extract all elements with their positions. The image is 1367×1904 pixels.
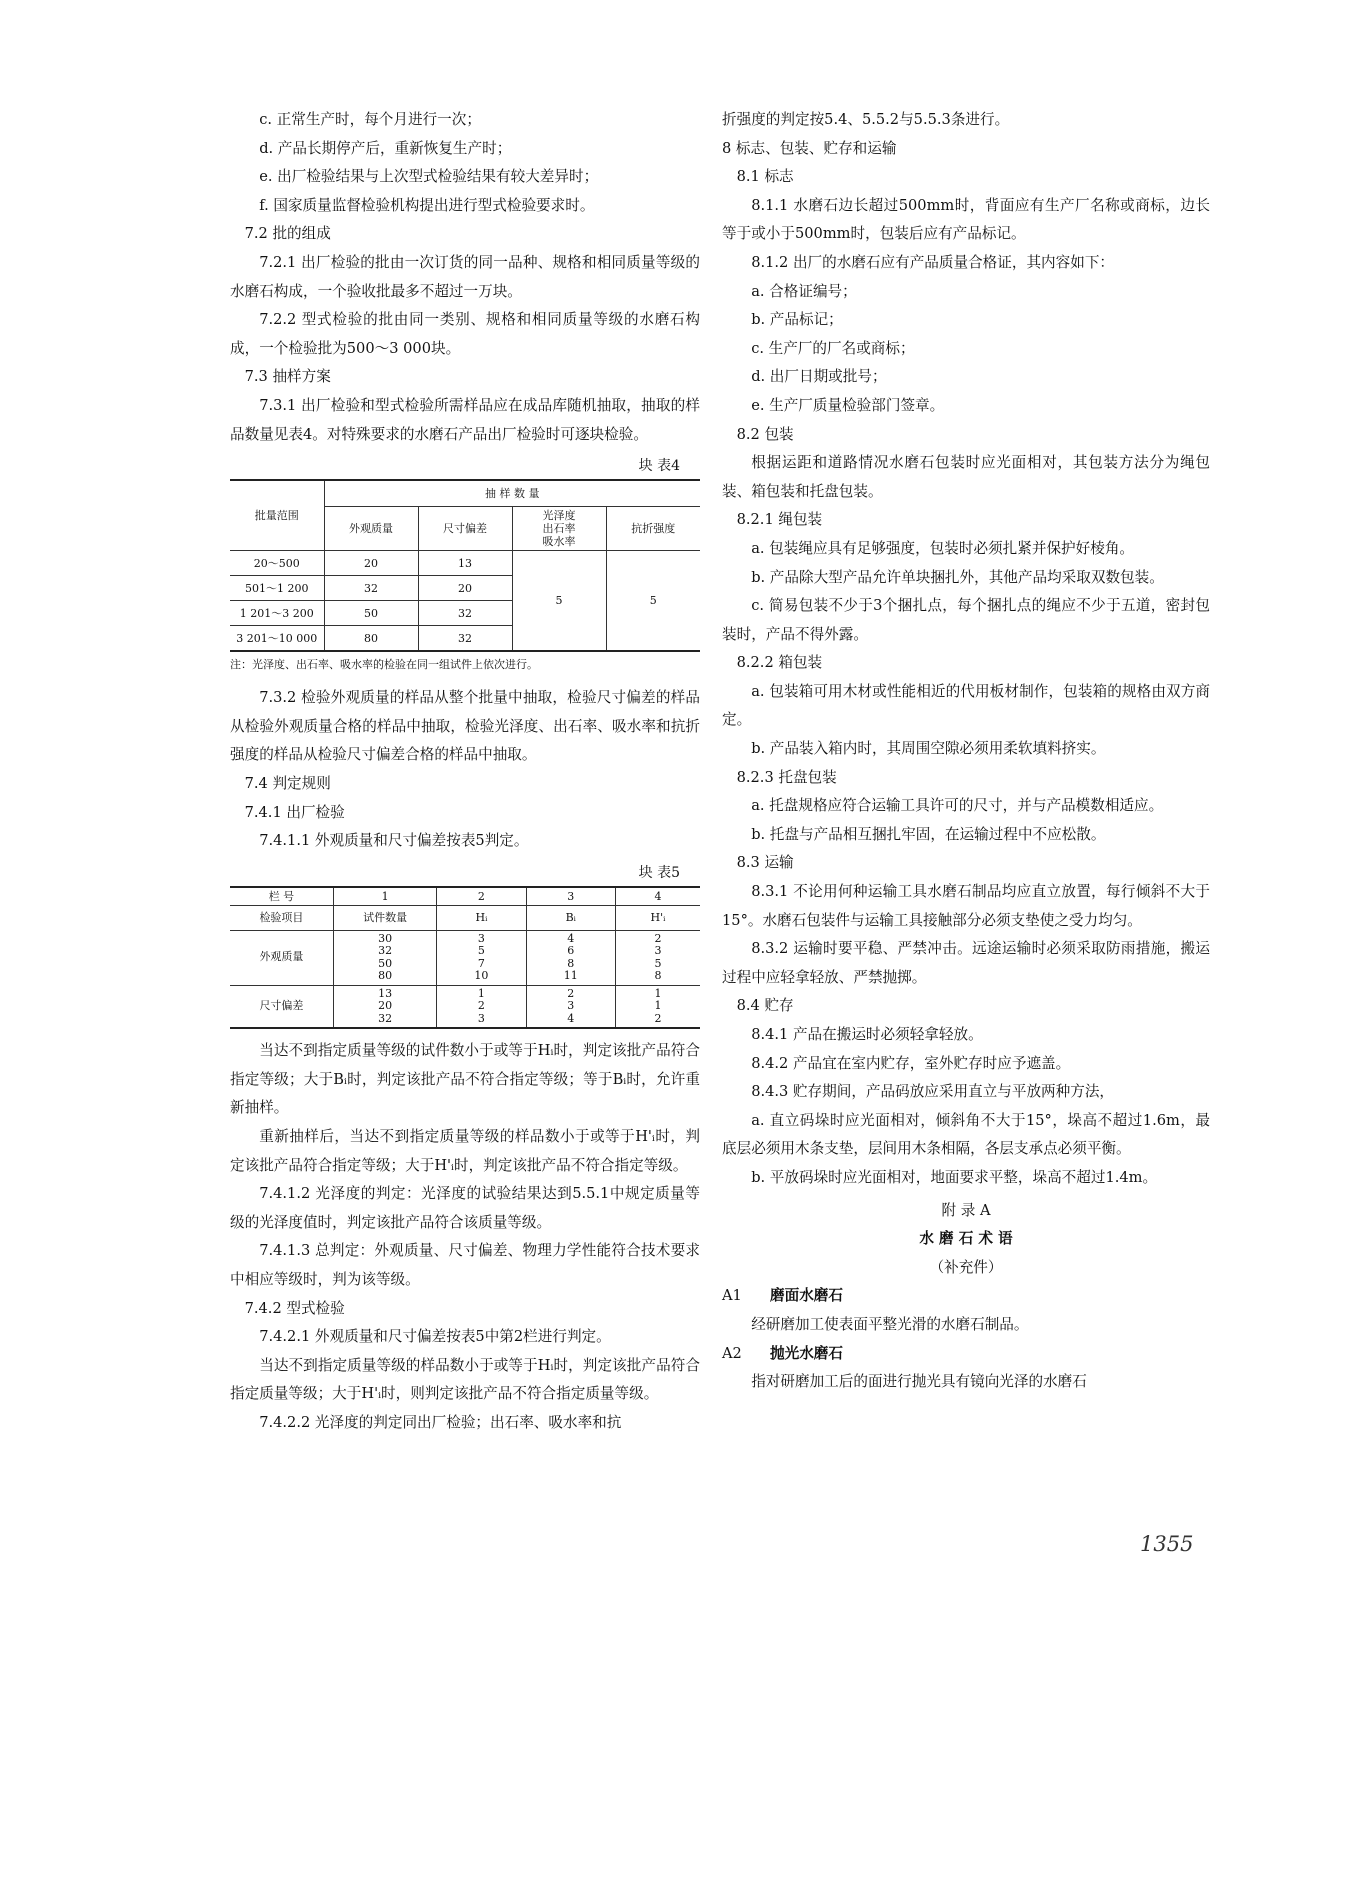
table-value: 2 [654, 931, 662, 945]
paragraph: 根据运距和道路情况水磨石包装时应光面相对，其包装方法分为绳包装、箱包装和托盘包装。 [722, 454, 1210, 500]
table-header: Bᵢ [526, 905, 615, 930]
paragraph: b. 托盘与产品相互捆扎牢固，在运输过程中不应松散。 [751, 825, 1106, 843]
paragraph: 7.4.2.1 外观质量和尺寸偏差按表5中第2栏进行判定。 [259, 1328, 611, 1346]
paragraph: b. 产品除大型产品允许单块捆扎外，其他产品均采取双数包装。 [751, 568, 1164, 586]
table-header: H'ᵢ [615, 905, 700, 930]
term-definition: 经研磨加工使表面平整光滑的水磨石制品。 [751, 1315, 1029, 1333]
table-value: 20 [378, 999, 393, 1013]
left-column [230, 106, 700, 1438]
table-cell [615, 985, 700, 1028]
table-4 [230, 479, 700, 652]
table-cell: 80 [324, 626, 418, 652]
paragraph: 8.4.3 贮存期间，产品码放应采用直立与平放两种方法， [751, 1083, 1115, 1101]
section-heading: 8.2.3 托盘包装 [736, 768, 837, 786]
table-header: 检验项目 [230, 905, 333, 930]
table-value: 1 [654, 999, 662, 1013]
section-heading: 8.2 包装 [736, 425, 794, 443]
table-header: 抽 样 数 量 [324, 480, 700, 507]
table-cell: 13 [418, 551, 512, 576]
list-item: e. 生产厂质量检验部门签章。 [751, 396, 945, 414]
paragraph: a. 直立码垛时应光面相对，倾斜角不大于15°，垛高不超过1.6m，最底层必须用木条支垫，层间用木条相隔，各层支承点必须平衡。 [722, 1111, 1210, 1158]
table-header: 抗折强度 [606, 507, 700, 551]
table-cell: 3 201～10 000 [230, 626, 324, 652]
table-cell: 32 [418, 626, 512, 652]
table-header: 外观质量 [324, 507, 418, 551]
section-heading: 8.3 运输 [736, 854, 794, 872]
table-value: 2 [477, 999, 485, 1013]
paragraph: 8.1.1 水磨石边长超过500mm时，背面应有生产厂名称或商标，边长等于或小于500mm时，包装后应有产品标记。 [722, 196, 1210, 243]
table-value: 4 [567, 1011, 575, 1025]
paragraph: a. 托盘规格应符合运输工具许可的尺寸，并与产品模数相适应。 [751, 797, 1164, 815]
paragraph: c. 简易包装不少于3个捆扎点，每个捆扎点的绳应不少于五道，密封包装时，产品不得外露。 [722, 597, 1210, 643]
table-value: 1 [654, 986, 662, 1000]
table-value: 32 [378, 1011, 393, 1025]
section-heading: 8 标志、包装、贮存和运输 [722, 139, 897, 157]
paragraph: 7.3.1 出厂检验和型式检验所需样品应在成品库随机抽取，抽取的样品数量见表4。对特殊要求的水磨石产品出厂检验时可逐块检验。 [230, 396, 700, 443]
section-heading: 7.4 判定规则 [244, 774, 331, 792]
table-cell: 外观质量 [230, 930, 333, 985]
paragraph: 7.4.1.2 光泽度的判定：光泽度的试验结果达到5.5.1中规定质量等级的光泽度值时，判定该批产品符合该质量等级。 [230, 1185, 700, 1231]
paragraph: b. 平放码垛时应光面相对，地面要求平整，垛高不超过1.4m。 [751, 1168, 1158, 1186]
list-item: d. 产品长期停产后，重新恢复生产时； [259, 139, 512, 157]
list-item: e. 出厂检验结果与上次型式检验结果有较大差异时； [259, 168, 599, 186]
paragraph: 8.1.2 出厂的水磨石应有产品质量合格证，其内容如下： [751, 253, 1115, 271]
appendix-subtitle: （补充件） [929, 1258, 1003, 1276]
list-item: b. 产品标记； [751, 311, 843, 329]
appendix-title: 水 磨 石 术 语 [919, 1230, 1013, 1248]
table-cell [437, 930, 526, 985]
table-cell [333, 985, 436, 1028]
table-caption: 块 表5 [638, 864, 680, 881]
table-header: 批量范围 [230, 480, 324, 551]
table-header: 尺寸偏差 [418, 507, 512, 551]
paragraph: 7.4.2.2 光泽度的判定同出厂检验；出石率、吸水率和抗 [259, 1413, 622, 1431]
table-value: 10 [474, 969, 489, 983]
table-cell: 32 [418, 601, 512, 626]
paragraph: 8.3.1 不论用何种运输工具水磨石制品均应直立放置，每行倾斜不大于15°。水磨石包装件与运输工具接触部分必须支垫使之受力均匀。 [722, 883, 1210, 929]
table-value: 32 [378, 944, 393, 958]
table-header: Hᵢ [437, 905, 526, 930]
term-name: 抛光水磨石 [770, 1344, 843, 1362]
term-definition: 指对研磨加工后的面进行抛光具有镜向光泽的水磨石 [751, 1373, 1087, 1391]
table-value: 3 [477, 1011, 485, 1025]
table-value: 8 [567, 956, 575, 970]
list-item: d. 出厂日期或批号； [751, 368, 887, 386]
paragraph: 折强度的判定按5.4、5.5.2与5.5.3条进行。 [722, 111, 1010, 128]
table-value: 2 [567, 986, 575, 1000]
table-header: 1 [333, 887, 436, 906]
paragraph: 7.4.1.3 总判定：外观质量、尺寸偏差、物理力学性能符合技术要求中相应等级时，判为该等级。 [230, 1242, 700, 1288]
section-heading: 7.3 抽样方案 [244, 368, 331, 386]
section-heading: 7.2 批的组成 [244, 225, 331, 243]
table-value: 50 [378, 956, 393, 970]
table-header: 2 [437, 887, 526, 906]
table-value: 6 [567, 944, 575, 958]
table-header: 3 [526, 887, 615, 906]
right-column [722, 106, 1210, 1397]
term-heading [722, 1282, 1210, 1311]
table-cell: 50 [324, 601, 418, 626]
table-value: 13 [378, 986, 393, 1000]
table-cell: 20～500 [230, 551, 324, 576]
table-header: 光泽度 出石率 吸水率 [512, 507, 606, 551]
paragraph: a. 包装绳应具有足够强度，包装时必须扎紧并保护好棱角。 [751, 539, 1135, 557]
paragraph: 7.3.2 检验外观质量的样品从整个批量中抽取，检验尺寸偏差的样品从检验外观质量合格的样品中抽取，检验光泽度、出石率、吸水率和抗折强度的样品从检验尺寸偏差合格的样品中抽取。 [230, 689, 700, 764]
table-cell: 32 [324, 576, 418, 601]
table-value: 8 [654, 969, 662, 983]
section-heading: 7.4.2 型式检验 [244, 1299, 345, 1317]
section-heading: 8.4 贮存 [736, 997, 794, 1015]
section-heading: 8.2.2 箱包装 [736, 654, 823, 672]
table-header: 试件数量 [333, 905, 436, 930]
table-value: 11 [563, 969, 578, 983]
table-value: 3 [567, 999, 575, 1013]
term-name: 磨面水磨石 [770, 1287, 843, 1305]
table-5 [230, 886, 700, 1030]
table-cell: 20 [324, 551, 418, 576]
table-cell [437, 985, 526, 1028]
table-value: 4 [567, 931, 575, 945]
table-note: 注：光泽度、出石率、吸水率的检验在同一组试件上依次进行。 [230, 658, 538, 672]
table-header: 4 [615, 887, 700, 906]
table-cell [333, 930, 436, 985]
table-value: 1 [477, 986, 485, 1000]
table-cell: 20 [418, 576, 512, 601]
table-cell: 5 [606, 551, 700, 652]
paragraph: 8.4.2 产品宜在室内贮存，室外贮存时应予遮盖。 [751, 1054, 1071, 1072]
table-caption: 块 表4 [638, 458, 680, 475]
table-cell: 5 [512, 551, 606, 652]
section-heading: 8.2.1 绳包装 [736, 511, 823, 529]
paragraph: 当达不到指定质量等级的样品数小于或等于Hᵢ时，判定该批产品符合指定质量等级；大于H'ᵢ时，则判定该批产品不符合指定质量等级。 [230, 1356, 700, 1403]
table-cell: 501～1 200 [230, 576, 324, 601]
table-header: 栏 号 [230, 887, 333, 906]
appendix-label: 附 录 A [941, 1201, 991, 1219]
list-item: a. 合格证编号； [751, 282, 857, 300]
paragraph: 重新抽样后，当达不到指定质量等级的样品数小于或等于H'ᵢ时，判定该批产品符合指定等级；大于H'ᵢ时，判定该批产品不符合指定等级。 [230, 1127, 700, 1174]
paragraph: 7.2.1 出厂检验的批由一次订货的同一品种、规格和相同质量等级的水磨石构成，一个验收批最多不超过一万块。 [230, 253, 700, 300]
section-heading: 7.4.1 出厂检验 [244, 803, 345, 821]
table-value: 3 [654, 944, 662, 958]
table-cell: 1 201～3 200 [230, 601, 324, 626]
list-item: f. 国家质量监督检验机构提出进行型式检验要求时。 [259, 196, 595, 214]
list-item: c. 正常生产时，每个月进行一次； [259, 111, 481, 128]
term-code: A1 [722, 1287, 742, 1305]
table-cell [526, 930, 615, 985]
paragraph: 8.3.2 运输时要平稳、严禁冲击。远途运输时必须采取防雨措施，搬运过程中应轻拿轻放、严禁抛掷。 [722, 940, 1210, 986]
paragraph: b. 产品装入箱内时，其周围空隙必须用柔软填料挤实。 [751, 740, 1106, 758]
paragraph: 7.2.2 型式检验的批由同一类别、规格和相同质量等级的水磨石构成，一个检验批为500～3 000块。 [230, 311, 700, 357]
table-value: 2 [654, 1011, 662, 1025]
table-value: 5 [477, 944, 485, 958]
table-cell: 尺寸偏差 [230, 985, 333, 1028]
paragraph: a. 包装箱可用木材或性能相近的代用板材制作，包装箱的规格由双方商定。 [722, 682, 1210, 729]
table-cell [526, 985, 615, 1028]
term-code: A2 [722, 1344, 742, 1362]
table-cell [615, 930, 700, 985]
paragraph: 7.4.1.1 外观质量和尺寸偏差按表5判定。 [259, 832, 529, 850]
table-value: 7 [477, 956, 485, 970]
paragraph: 当达不到指定质量等级的试件数小于或等于Hᵢ时，判定该批产品符合指定等级；大于Bᵢ时，判定该批产品不符合指定等级；等于Bᵢ时，允许重新抽样。 [230, 1042, 700, 1117]
list-item: c. 生产厂的厂名或商标； [751, 339, 915, 357]
section-heading: 8.1 标志 [736, 168, 794, 186]
table-value: 80 [378, 969, 393, 983]
page-number: 1355 [1140, 1532, 1194, 1556]
term-heading [722, 1340, 1210, 1369]
table-value: 3 [477, 931, 485, 945]
table-value: 5 [654, 956, 662, 970]
table-value: 30 [378, 931, 393, 945]
paragraph: 8.4.1 产品在搬运时必须轻拿轻放。 [751, 1026, 983, 1043]
